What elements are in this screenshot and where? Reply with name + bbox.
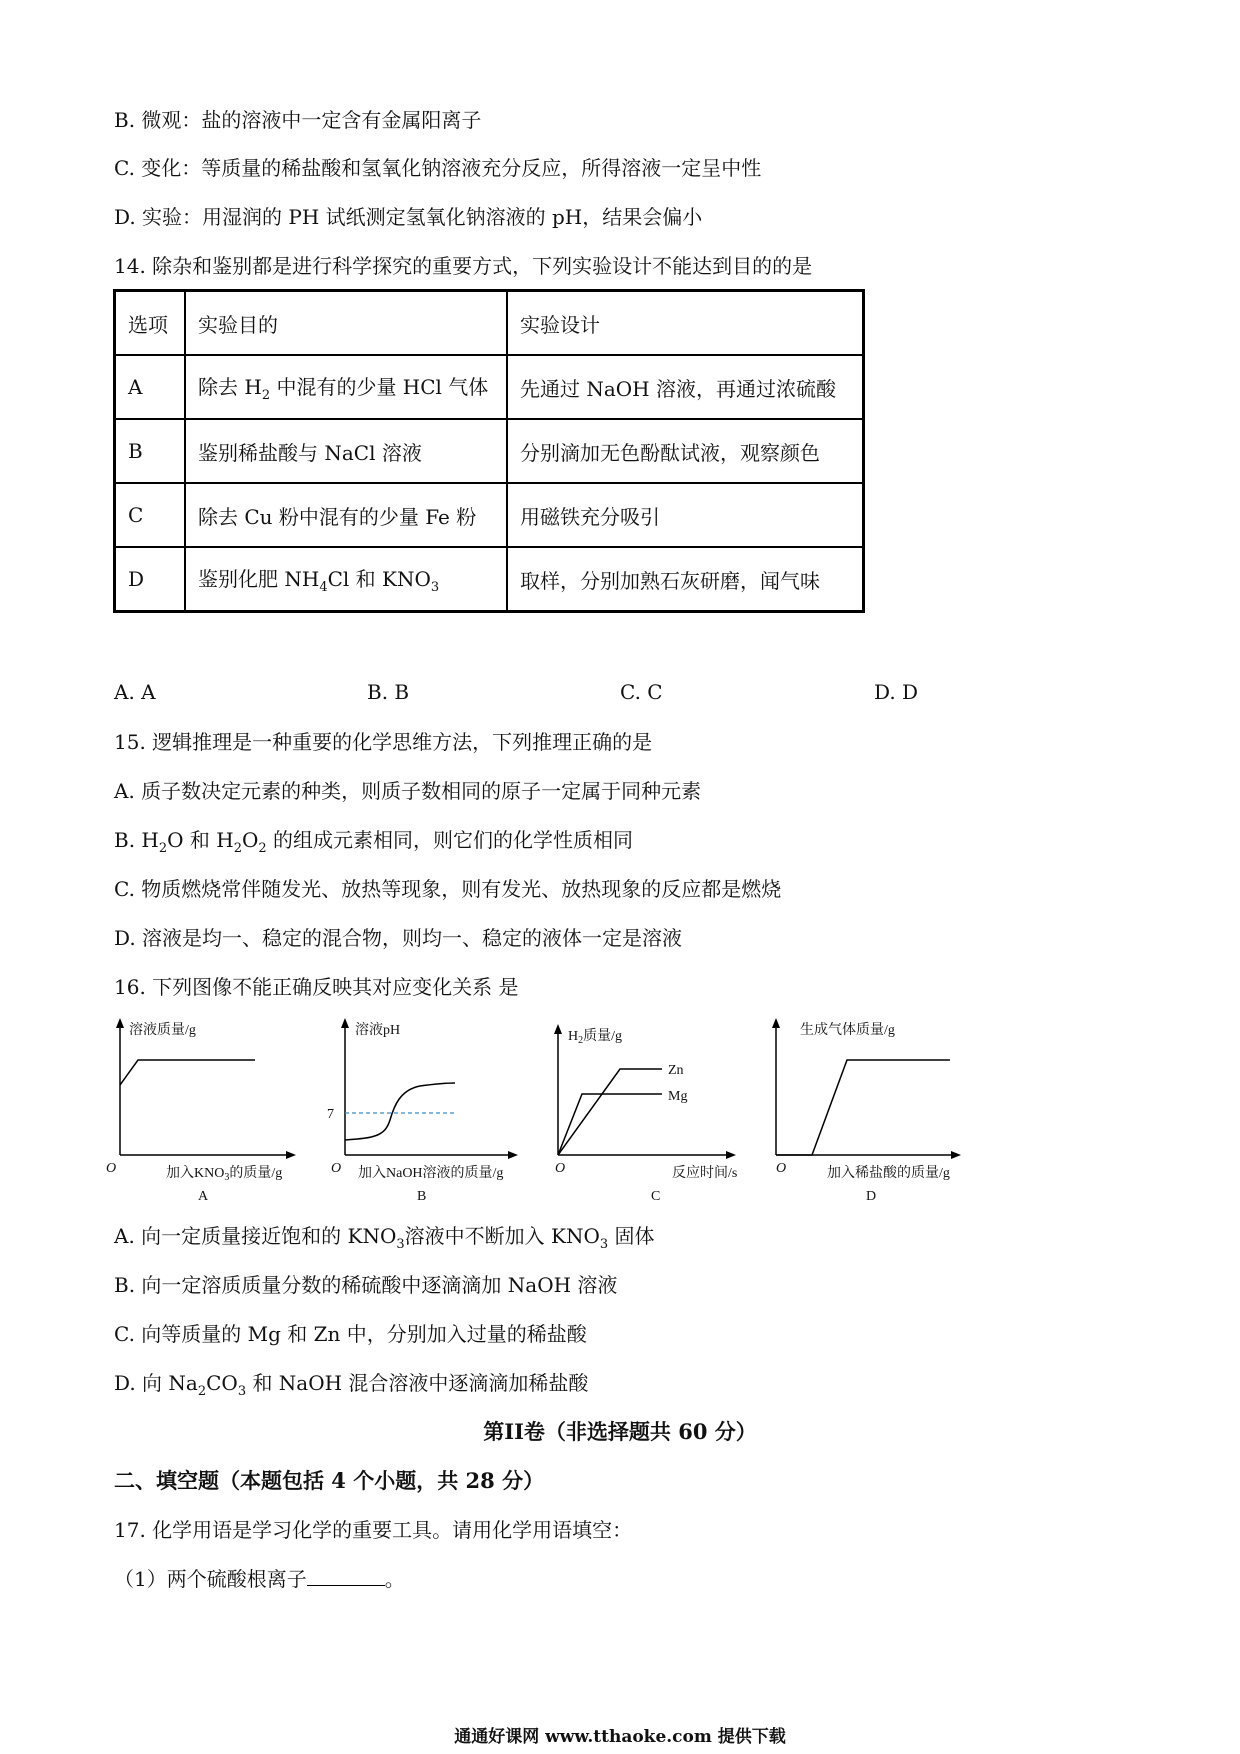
- graph-a-ylabel: 溶液质量/g: [129, 1023, 196, 1038]
- row-design: 取样，分别加熟石灰研磨，闻气味: [507, 547, 864, 612]
- graph-b-ylabel: 溶液pH: [355, 1023, 401, 1038]
- section-title: 第II卷（非选择题共 60 分）: [483, 1419, 757, 1444]
- q17-stem: 17. 化学用语是学习化学的重要工具。请用化学用语填空：: [114, 1518, 633, 1542]
- graph-b-tag: B: [417, 1189, 427, 1204]
- graph-c-origin: O: [555, 1161, 566, 1176]
- q13-option-c: C. 变化：等质量的稀盐酸和氢氧化钠溶液充分反应，所得溶液一定呈中性: [114, 156, 762, 180]
- table-row: [115, 547, 864, 612]
- q16-stem: 16. 下列图像不能正确反映其对应变化关系 是: [114, 975, 519, 999]
- row-design: 用磁铁充分吸引: [507, 483, 864, 547]
- q16-option-c: C. 向等质量的 Mg 和 Zn 中，分别加入过量的稀盐酸: [114, 1322, 587, 1346]
- q13-option-b: B. 微观：盐的溶液中一定含有金属阳离子: [114, 108, 482, 132]
- graph-c: [554, 1024, 737, 1204]
- q15-stem: 15. 逻辑推理是一种重要的化学思维方法，下列推理正确的是: [114, 730, 653, 754]
- part-title: 二、填空题（本题包括 4 个小题，共 28 分）: [114, 1468, 545, 1493]
- row-design: 分别滴加无色酚酞试液，观察颜色: [507, 419, 864, 483]
- row-option: C: [115, 483, 186, 547]
- choice-d[interactable]: D. D: [874, 680, 919, 704]
- q16-option-a: A. 向一定质量接近饱和的 $KNO_3$溶液中不断加入 $KNO_3$ 固体: [114, 1224, 655, 1252]
- graph-d-origin: O: [776, 1161, 787, 1176]
- graph-c-series-mg: Mg: [668, 1089, 688, 1104]
- table-row: [115, 355, 864, 419]
- graph-b-origin: O: [331, 1161, 342, 1176]
- page-footer: 通通好课网 www.tthaoke.com 提供下载: [454, 1727, 786, 1747]
- q13-option-d: D. 实验：用湿润的 PH 试纸测定氢氧化钠溶液的 pH，结果会偏小: [114, 205, 703, 229]
- graph-d-xlabel: 加入稀盐酸的质量/g: [827, 1166, 950, 1181]
- graph-b-mark: 7: [327, 1107, 334, 1122]
- graph-b: [327, 1018, 518, 1204]
- table-header-row: [115, 291, 864, 356]
- q15-option-c: C. 物质燃烧常伴随发光、放热等现象，则有发光、放热现象的反应都是燃烧: [114, 877, 782, 901]
- header-goal: 实验目的: [185, 291, 507, 356]
- graph-b-xlabel: 加入NaOH溶液的质量/g: [358, 1166, 504, 1181]
- row-goal: 除去 Cu 粉中混有的少量 Fe 粉: [185, 483, 507, 547]
- graph-c-xlabel: 反应时间/s: [672, 1166, 738, 1181]
- q16-graphs: [100, 1010, 1000, 1210]
- q15-option-b: B. $H_2O$ 和 $H_2O_2$ 的组成元素相同，则它们的化学性质相同: [114, 828, 634, 856]
- graph-c-ylabel: $H_2$质量/g: [568, 1029, 623, 1046]
- choice-c[interactable]: C. C: [620, 680, 663, 704]
- row-goal: 除去 $H_2$ 中混有的少量 HCl 气体: [185, 355, 507, 419]
- row-goal: 鉴别稀盐酸与 NaCl 溶液: [185, 419, 507, 483]
- q17-item-1: （1）两个硫酸根离子 。: [114, 1567, 405, 1591]
- graph-c-tag: C: [651, 1189, 661, 1204]
- graph-c-series-zn: Zn: [668, 1063, 684, 1078]
- choice-b[interactable]: B. B: [367, 680, 410, 704]
- q16-option-b: B. 向一定溶质质量分数的稀硫酸中逐滴滴加 NaOH 溶液: [114, 1273, 618, 1297]
- graph-d: [772, 1018, 961, 1204]
- answer-blank[interactable]: [307, 1565, 385, 1586]
- graph-d-ylabel: 生成气体质量/g: [800, 1023, 895, 1038]
- graph-a-origin: O: [106, 1161, 117, 1176]
- choice-a[interactable]: A. A: [114, 680, 156, 704]
- graph-a-tag: A: [198, 1189, 209, 1204]
- row-goal: 鉴别化肥 $NH_4Cl$ 和 $KNO_3$: [185, 547, 507, 612]
- q14-table: [113, 289, 865, 613]
- row-option: D: [115, 547, 186, 612]
- table-row: [115, 419, 864, 483]
- header-option: 选项: [115, 291, 186, 356]
- graph-d-tag: D: [866, 1189, 877, 1204]
- header-design: 实验设计: [507, 291, 864, 356]
- graph-a-xlabel: 加入$KNO_3$的质量/g: [166, 1166, 283, 1183]
- row-option: A: [115, 355, 186, 419]
- row-design: 先通过 NaOH 溶液，再通过浓硫酸: [507, 355, 864, 419]
- q15-option-d: D. 溶液是均一、稳定的混合物，则均一、稳定的液体一定是溶液: [114, 926, 683, 950]
- row-option: B: [115, 419, 186, 483]
- q15-option-a: A. 质子数决定元素的种类，则质子数相同的原子一定属于同种元素: [114, 779, 702, 803]
- q16-option-d: D. 向 $Na_2CO_3$ 和 NaOH 混合溶液中逐滴滴加稀盐酸: [114, 1371, 589, 1399]
- table-row: [115, 483, 864, 547]
- graph-a: [106, 1018, 296, 1204]
- q14-stem: 14. 除杂和鉴别都是进行科学探究的重要方式，下列实验设计不能达到目的的是: [114, 254, 813, 278]
